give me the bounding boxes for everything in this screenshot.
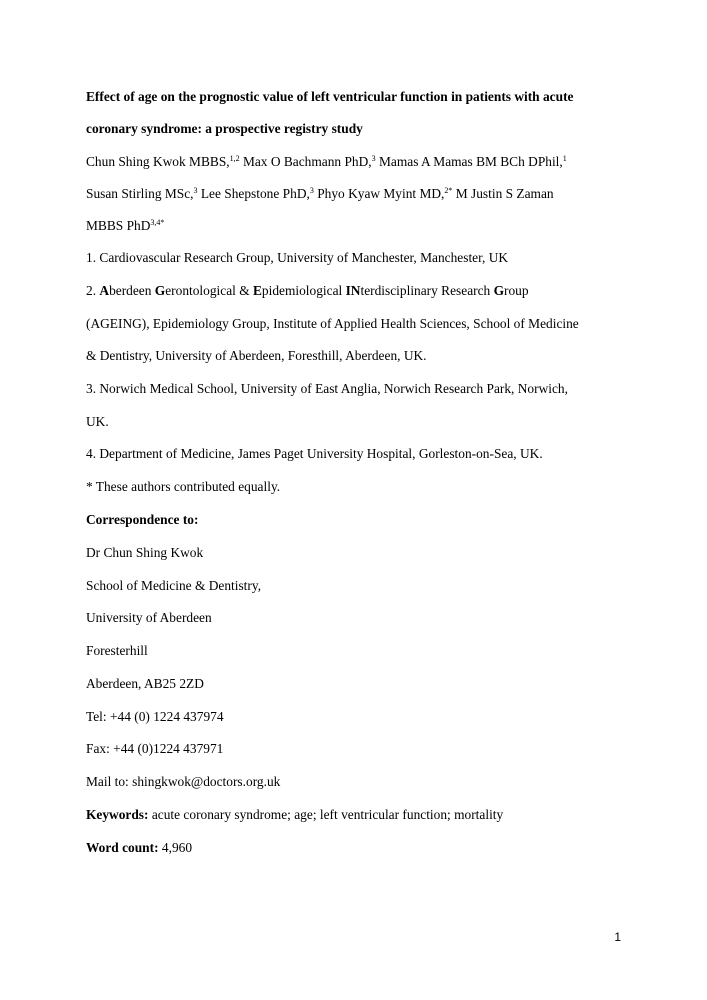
affiliation-text: 2. xyxy=(86,283,100,298)
correspondence-heading: Correspondence to: xyxy=(86,512,199,527)
correspondence-dept: School of Medicine & Dentistry, xyxy=(86,578,262,593)
author-affiliation-mark: 1,2 xyxy=(229,154,240,163)
author-name: Lee Shepstone PhD, xyxy=(197,186,310,201)
author-name: Susan Stirling MSc, xyxy=(86,186,194,201)
acronym-letter: E xyxy=(252,283,262,298)
affiliation-2-line-2: (AGEING), Epidemiology Group, Institute of Applied Health Sciences, School of Medicine xyxy=(86,316,579,331)
acronym-letter: A xyxy=(99,283,110,298)
equal-contribution-note: * These authors contributed equally. xyxy=(86,479,281,494)
author-line-2 xyxy=(86,186,554,202)
affiliation-text: erontological & xyxy=(165,283,253,298)
affiliation-text: terdisciplinary Research xyxy=(360,283,494,298)
correspondence-name: Dr Chun Shing Kwok xyxy=(86,545,204,560)
author-affiliation-mark: 3 xyxy=(193,186,198,195)
correspondence-university: University of Aberdeen xyxy=(86,610,212,625)
correspondence-mail: Mail to: shingkwok@doctors.org.uk xyxy=(86,774,281,789)
keywords-value: acute coronary syndrome; age; left ventricular function; mortality xyxy=(148,807,504,822)
correspondence-city: Aberdeen, AB25 2ZD xyxy=(86,676,204,691)
affiliation-text: roup xyxy=(504,283,529,298)
affiliation-text: berdeen xyxy=(109,283,155,298)
author-affiliation-mark: 3 xyxy=(371,154,376,163)
correspondence-fax: Fax: +44 (0)1224 437971 xyxy=(86,741,224,756)
author-name: Chun Shing Kwok MBBS, xyxy=(86,154,230,169)
word-count-line xyxy=(86,840,192,856)
author-name: M Justin S Zaman xyxy=(452,186,554,201)
affiliation-2-line-3: & Dentistry, University of Aberdeen, Foresthill, Aberdeen, UK. xyxy=(86,348,427,363)
author-degrees: MBBS PhD xyxy=(86,218,151,233)
acronym-letter: G xyxy=(154,283,166,298)
author-name: Max O Bachmann PhD, xyxy=(239,154,372,169)
author-affiliation-mark: 3 xyxy=(309,186,314,195)
author-line-1 xyxy=(86,154,567,170)
affiliation-4: 4. Department of Medicine, James Paget University Hospital, Gorleston-on-Sea, UK. xyxy=(86,446,543,461)
author-affiliation-mark: 1 xyxy=(562,154,567,163)
word-count-label: Word count: xyxy=(86,840,159,855)
affiliation-3-line-1: 3. Norwich Medical School, University of East Anglia, Norwich Research Park, Norwich, xyxy=(86,381,568,396)
keywords-label: Keywords: xyxy=(86,807,149,822)
affiliation-text: pidemiological xyxy=(261,283,346,298)
author-name: Mamas A Mamas BM BCh DPhil, xyxy=(375,154,563,169)
title-line-1: Effect of age on the prognostic value of left ventricular function in patients with acute xyxy=(86,89,574,104)
word-count-value: 4,960 xyxy=(158,840,193,855)
page-number: 1 xyxy=(614,930,621,944)
correspondence-tel: Tel: +44 (0) 1224 437974 xyxy=(86,709,224,724)
title-line-2: coronary syndrome: a prospective registry study xyxy=(86,121,363,136)
author-affiliation-mark: 2* xyxy=(444,186,453,195)
author-line-3 xyxy=(86,218,164,234)
affiliation-2-line-1 xyxy=(86,283,529,299)
affiliation-1: 1. Cardiovascular Research Group, University of Manchester, Manchester, UK xyxy=(86,250,509,265)
correspondence-place: Foresterhill xyxy=(86,643,148,658)
acronym-letter: IN xyxy=(345,283,361,298)
author-affiliation-mark: 3,4* xyxy=(150,218,165,227)
keywords-line xyxy=(86,807,503,823)
acronym-letter: G xyxy=(493,283,505,298)
author-name: Phyo Kyaw Myint MD, xyxy=(313,186,445,201)
affiliation-3-line-2: UK. xyxy=(86,414,109,429)
